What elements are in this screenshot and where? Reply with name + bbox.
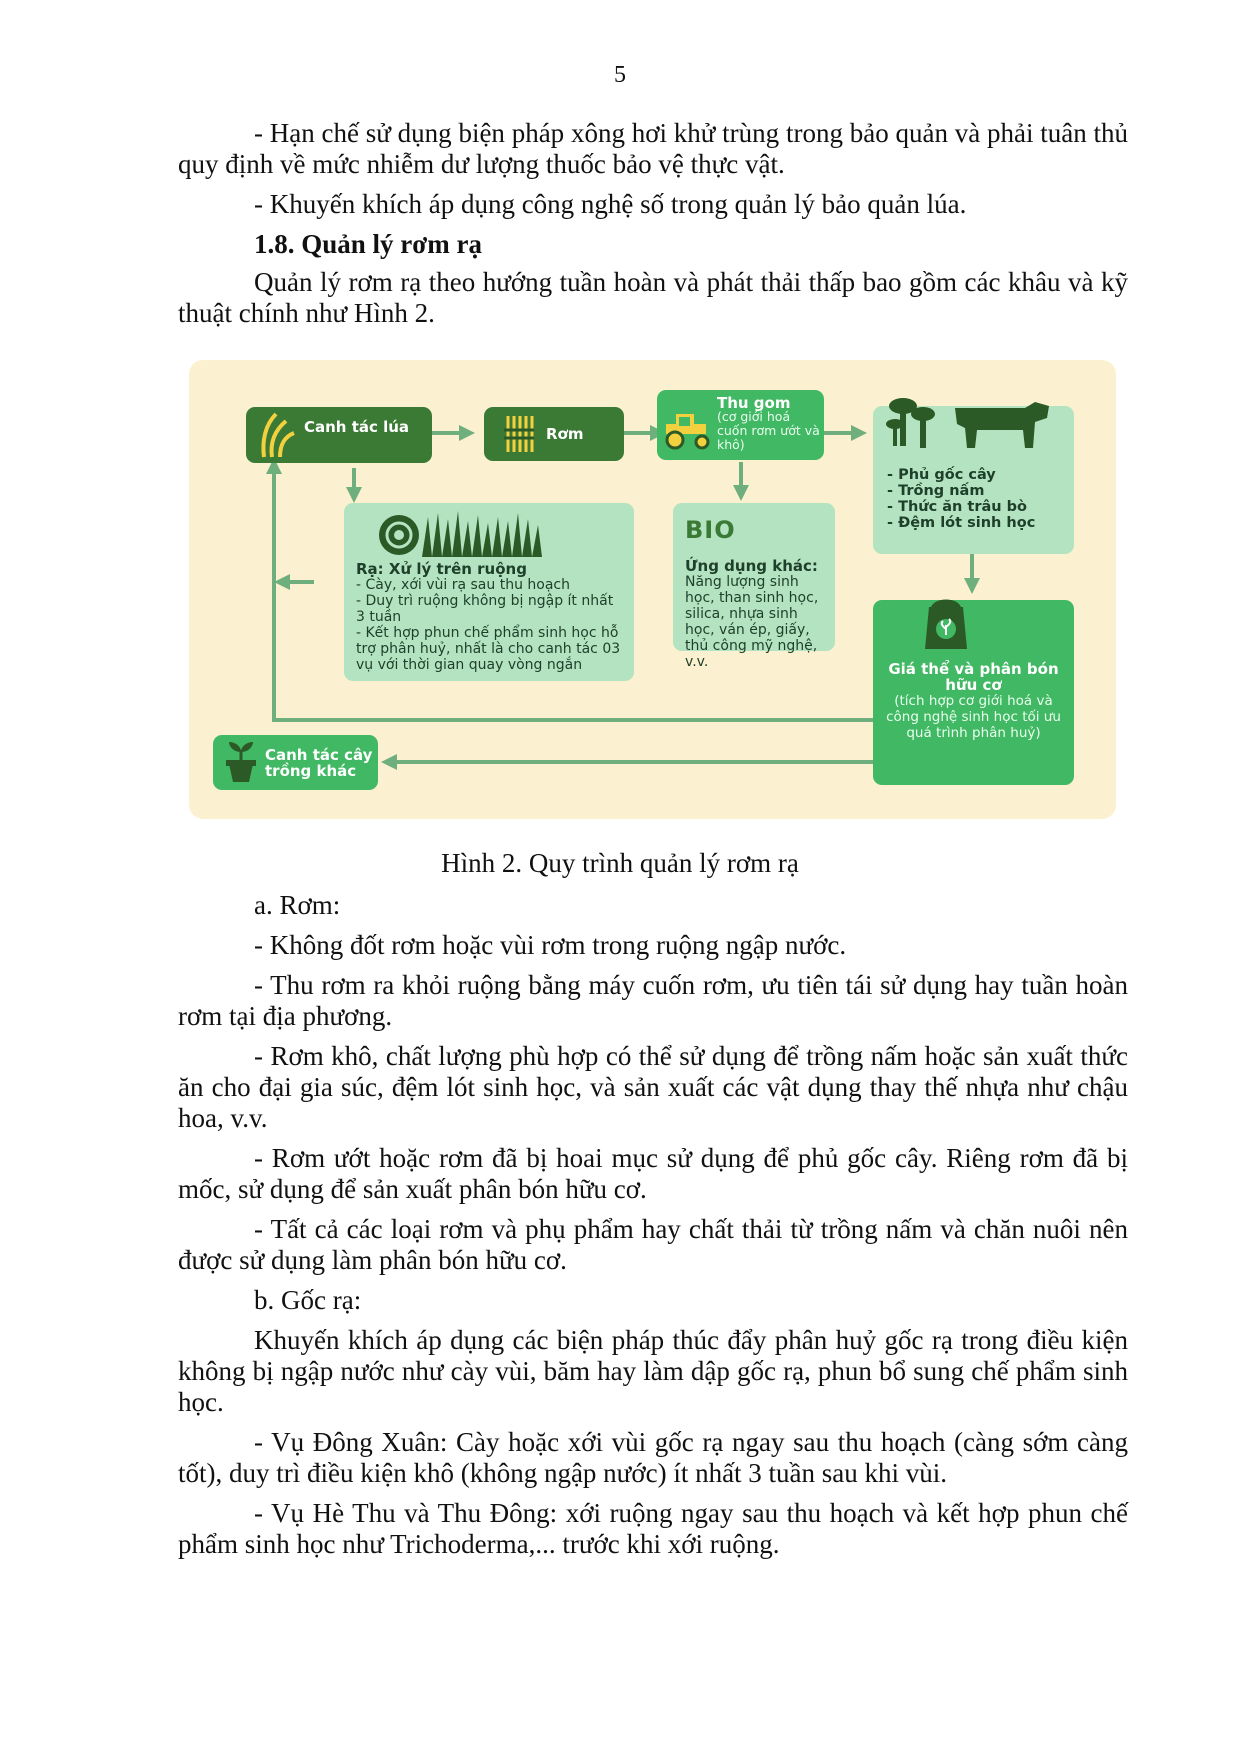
paragraph: b. Gốc rạ: — [254, 1285, 362, 1315]
straw-management-diagram — [189, 360, 1116, 819]
paragraph: Khuyến khích áp dụng các biện pháp thúc đẩy phân huỷ gốc rạ trong điều kiện không bị ngập nước như cày vùi, băm hay làm dập gốc rạ, phun bổ sung chế phẩm sinh học. — [178, 1325, 1128, 1417]
paragraph: Quản lý rơm rạ theo hướng tuần hoàn và phát thải thấp bao gồm các khâu và kỹ thuật chính như Hình 2. — [178, 267, 1128, 328]
paragraph: - Tất cả các loại rơm và phụ phẩm hay chất thải từ trồng nấm và chăn nuôi nên được sử dụng làm phân bón hữu cơ. — [178, 1214, 1128, 1275]
paragraph: - Rơm khô, chất lượng phù hợp có thể sử dụng để trồng nấm hoặc sản xuất thức ăn cho đại gia súc, đệm lót sinh học, và sản xuất các vật dụng thay thế nhựa như chậu hoa, v.v. — [178, 1041, 1128, 1133]
stubble-treatment-list: - Cày, xới vùi rạ sau thu hoạch - Duy trì ruộng không bị ngập ít nhất 3 tuần - Kết hợp phun chế phẩm sinh học hỗ trợ phân huỷ, nhất là cho canh tác 03 vụ với thời gian quay vòng ngắn — [356, 577, 621, 673]
page-number: 5 — [614, 62, 626, 88]
straw-bundle-icon — [502, 414, 536, 454]
box-organic-fertilizer: Giá thể và phân bón hữu cơ (tích hợp cơ giới hoá và công nghệ sinh học tối ưu quá trình phân huỷ) — [873, 600, 1074, 785]
mushroom-cow-icon — [885, 394, 1065, 456]
paragraph: - Vụ Hè Thu và Thu Đông: xới ruộng ngay sau thu hoạch và kết hợp phun chế phẩm sinh học như Trichoderma,... trước khi xới ruộng. — [178, 1498, 1128, 1559]
straw-uses-list: - Phủ gốc cây - Trồng nấm - Thức ăn trâu bò - Đệm lót sinh học — [887, 467, 1036, 531]
box-other-applications: BIO Ứng dụng khác: Năng lượng sinh học, than sinh học, silica, nhựa sinh học, ván ép, giấy, thủ công mỹ nghệ, v.v. — [673, 503, 835, 651]
rice-plant-icon — [256, 411, 300, 459]
fertilizer-bag-icon — [921, 595, 971, 653]
potted-plant-icon — [221, 740, 261, 784]
figure-caption: Hình 2. Quy trình quản lý rơm rạ — [441, 848, 799, 878]
paragraph: - Hạn chế sử dụng biện pháp xông hơi khử trùng trong bảo quản và phải tuân thủ quy định về mức nhiễm dư lượng thuốc bảo vệ thực vật. — [178, 118, 1128, 179]
box-straw-uses — [873, 406, 1074, 554]
box-straw: Rơm — [484, 407, 624, 461]
paragraph: - Thu rơm ra khỏi ruộng bằng máy cuốn rơm, ưu tiên tái sử dụng hay tuần hoàn rơm tại địa phương. — [178, 970, 1128, 1031]
bio-logo: BIO — [685, 516, 736, 544]
box-other-crops: Canh tác cây trồng khác — [213, 735, 378, 790]
paragraph: - Khuyến khích áp dụng công nghệ số trong quản lý bảo quản lúa. — [254, 189, 967, 219]
box-collection: Thu gom (cơ giới hoá cuốn rơm ướt và khô) — [657, 390, 824, 460]
tractor-icon — [662, 408, 718, 450]
bottom-text — [178, 890, 1128, 1569]
paragraph: - Rơm ướt hoặc rơm đã bị hoai mục sử dụng để phủ gốc cây. Riêng rơm đã bị mốc, sử dụng để sản xuất phân bón hữu cơ. — [178, 1143, 1128, 1204]
straw-roll-field-icon — [374, 507, 544, 559]
top-text — [178, 118, 1128, 338]
box-rice-cultivation: Canh tác lúa — [246, 407, 432, 463]
paragraph: - Không đốt rơm hoặc vùi rơm trong ruộng ngập nước. — [254, 930, 847, 960]
paragraph: - Vụ Đông Xuân: Cày hoặc xới vùi gốc rạ ngay sau thu hoạch (càng sớm càng tốt), duy trì điều kiện khô (không ngập nước) ít nhất 3 tuần sau khi vùi. — [178, 1427, 1128, 1488]
box-stubble-treatment: Rạ: Xử lý trên ruộng - Cày, xới vùi rạ sau thu hoạch - Duy trì ruộng không bị ngập ít nhất 3 tuần - Kết hợp phun chế phẩm sinh học hỗ trợ phân huỷ, nhất là cho canh tác 03 vụ với thời gian quay vòng ngắn — [344, 503, 634, 681]
section-heading: 1.8. Quản lý rơm rạ — [254, 229, 482, 259]
paragraph: a. Rơm: — [254, 890, 341, 920]
